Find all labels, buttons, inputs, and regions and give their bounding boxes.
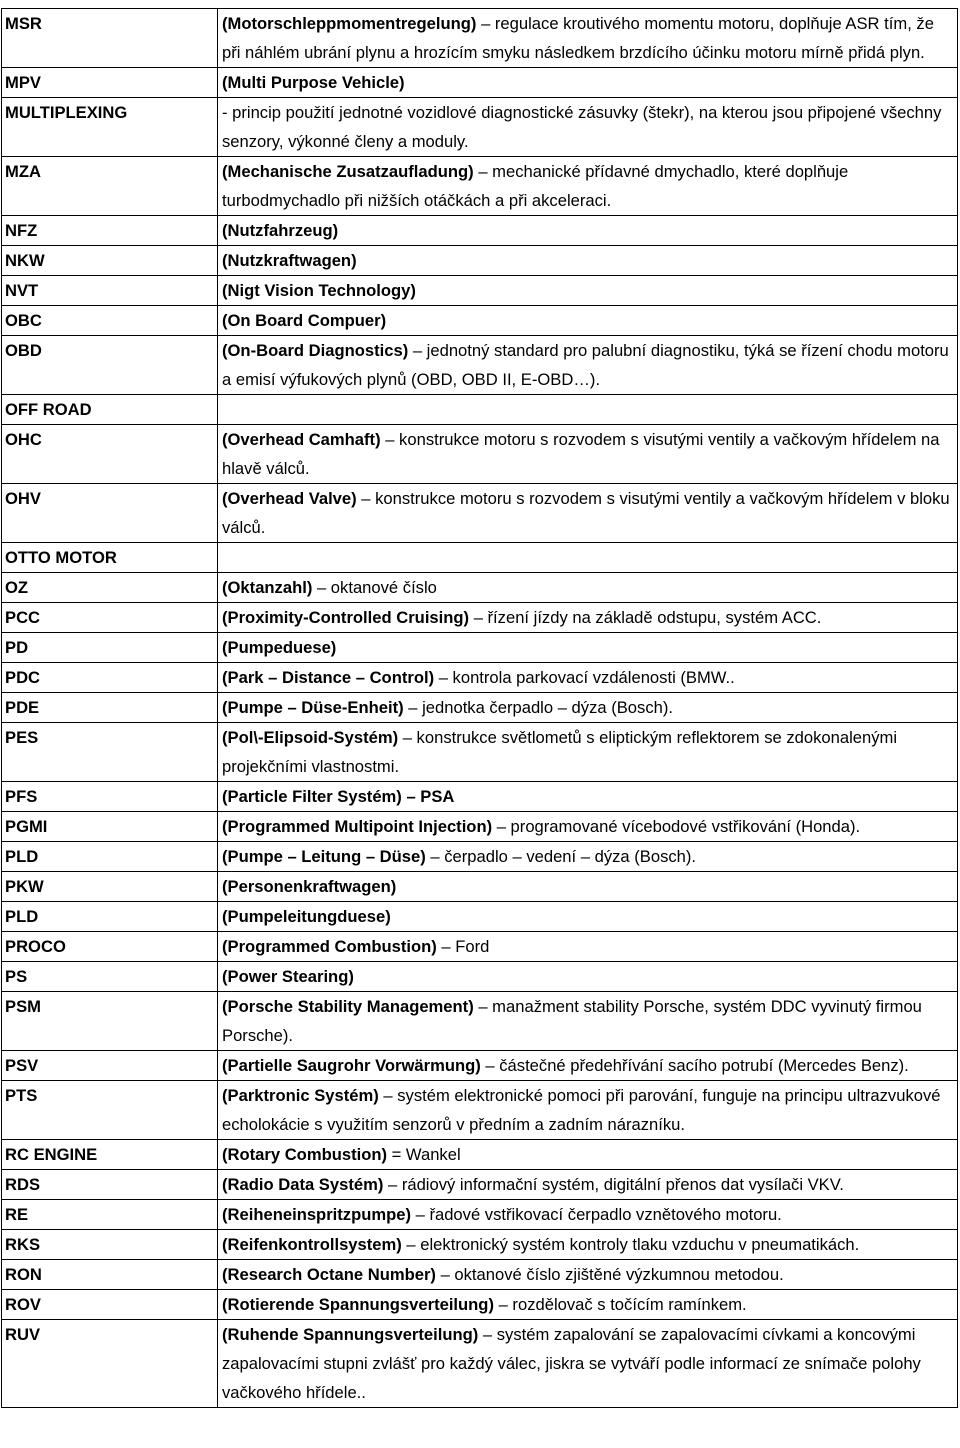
term-name: (Nutzfahrzeug) <box>222 221 339 240</box>
glossary-row <box>2 425 958 484</box>
abbreviation-cell: NKW <box>2 246 218 276</box>
term-name: (Programmed Multipoint Injection) <box>222 817 493 836</box>
abbreviation-cell: PSV <box>2 1051 218 1081</box>
glossary-row <box>2 1260 958 1290</box>
glossary-row <box>2 1200 958 1230</box>
definition-cell <box>218 9 958 68</box>
definition-cell <box>218 157 958 216</box>
glossary-row <box>2 782 958 812</box>
abbreviation-cell: PSM <box>2 992 218 1051</box>
glossary-row <box>2 842 958 872</box>
definition-cell <box>218 1051 958 1081</box>
abbreviation-cell: PD <box>2 633 218 663</box>
definition-cell <box>218 812 958 842</box>
term-name: (Power Stearing) <box>222 967 354 986</box>
definition-cell <box>218 543 958 573</box>
glossary-row <box>2 336 958 395</box>
definition-cell <box>218 246 958 276</box>
glossary-row <box>2 1230 958 1260</box>
glossary-row <box>2 246 958 276</box>
abbreviation-cell: RON <box>2 1260 218 1290</box>
term-name: (Ruhende Spannungsverteilung) <box>222 1325 479 1344</box>
definition-cell <box>218 216 958 246</box>
glossary-row <box>2 693 958 723</box>
term-name: (Research Octane Number) <box>222 1265 436 1284</box>
term-name: (Mechanische Zusatzaufladung) <box>222 162 474 181</box>
abbreviation-cell: MPV <box>2 68 218 98</box>
term-description: - princip použití jednotné vozidlové diagnostické zásuvky (štekr), na kterou jsou připojené všechny senzory, výkonné členy a moduly. <box>222 103 942 151</box>
term-name: (Nutzkraftwagen) <box>222 251 357 270</box>
glossary-row <box>2 395 958 425</box>
term-name: (Park – Distance – Control) <box>222 668 435 687</box>
term-name: (Radio Data Systém) <box>222 1175 384 1194</box>
abbreviation-cell: PES <box>2 723 218 782</box>
glossary-row <box>2 276 958 306</box>
glossary-row <box>2 543 958 573</box>
definition-cell <box>218 842 958 872</box>
abbreviation-cell: OFF ROAD <box>2 395 218 425</box>
term-name: (Reiheneinspritzpumpe) <box>222 1205 411 1224</box>
term-name: (Pol\-Elipsoid-Systém) <box>222 728 399 747</box>
term-description: – konstrukce motoru s rozvodem s visutými ventily a vačkovým hřídelem na hlavě válců. <box>222 430 940 478</box>
glossary-row <box>2 1081 958 1140</box>
glossary-row <box>2 573 958 603</box>
definition-cell <box>218 1230 958 1260</box>
abbreviation-cell: OHC <box>2 425 218 484</box>
abbreviation-cell: MULTIPLEXING <box>2 98 218 157</box>
term-description: – rádiový informační systém, digitální přenos dat vysílači VKV. <box>383 1175 844 1194</box>
definition-cell <box>218 1140 958 1170</box>
glossary-row <box>2 1170 958 1200</box>
definition-cell <box>218 1200 958 1230</box>
definition-cell <box>218 782 958 812</box>
term-name: (Motorschleppmomentregelung) <box>222 14 477 33</box>
definition-cell <box>218 1320 958 1408</box>
glossary-row <box>2 157 958 216</box>
glossary-row <box>2 992 958 1051</box>
glossary-row <box>2 962 958 992</box>
abbreviation-cell: OBC <box>2 306 218 336</box>
definition-cell <box>218 693 958 723</box>
term-description: – programované vícebodové vstřikování (Honda). <box>492 817 861 836</box>
term-description: – Ford <box>436 937 490 956</box>
term-description: – oktanové číslo zjištěné výzkumnou metodou. <box>435 1265 784 1284</box>
term-name: (Rotierende Spannungsverteilung) <box>222 1295 494 1314</box>
glossary-table <box>1 8 958 1408</box>
glossary-row <box>2 1051 958 1081</box>
term-description: – částečné předehřívání sacího potrubí (Mercedes Benz). <box>480 1056 909 1075</box>
definition-cell <box>218 962 958 992</box>
definition-cell <box>218 902 958 932</box>
abbreviation-cell: RDS <box>2 1170 218 1200</box>
abbreviation-cell: PKW <box>2 872 218 902</box>
term-name: (Overhead Valve) <box>222 489 357 508</box>
definition-cell <box>218 992 958 1051</box>
definition-cell <box>218 1170 958 1200</box>
definition-cell <box>218 425 958 484</box>
term-description: – jednotný standard pro palubní diagnostiku, týká se řízení chodu motoru a emisí výfukových plynů (OBD, OBD II, E-OBD…). <box>222 341 949 389</box>
term-name: (Pumpeduese) <box>222 638 337 657</box>
abbreviation-cell: NFZ <box>2 216 218 246</box>
abbreviation-cell: NVT <box>2 276 218 306</box>
term-description: – kontrola parkovací vzdálenosti (BMW.. <box>434 668 735 687</box>
definition-cell <box>218 68 958 98</box>
definition-cell <box>218 663 958 693</box>
term-description: – konstrukce světlometů s eliptickým reflektorem se zdokonalenými projekčními vlastnostmi. <box>222 728 898 776</box>
term-name: (Rotary Combustion) <box>222 1145 388 1164</box>
abbreviation-cell: MSR <box>2 9 218 68</box>
glossary-row <box>2 1290 958 1320</box>
term-name: (Nigt Vision Technology) <box>222 281 416 300</box>
abbreviation-cell: OBD <box>2 336 218 395</box>
abbreviation-cell: PDC <box>2 663 218 693</box>
abbreviation-cell: PDE <box>2 693 218 723</box>
term-name: (On Board Compuer) <box>222 311 387 330</box>
term-name: (Particle Filter Systém) – PSA <box>222 787 455 806</box>
term-name: (Parktronic Systém) <box>222 1086 379 1105</box>
glossary-row <box>2 663 958 693</box>
abbreviation-cell: PLD <box>2 842 218 872</box>
abbreviation-cell: RUV <box>2 1320 218 1408</box>
glossary-row <box>2 68 958 98</box>
term-name: (Programmed Combustion) <box>222 937 437 956</box>
abbreviation-cell: PS <box>2 962 218 992</box>
glossary-row <box>2 216 958 246</box>
term-description: – čerpadlo – vedení – dýza (Bosch). <box>425 847 697 866</box>
definition-cell <box>218 1290 958 1320</box>
glossary-row <box>2 902 958 932</box>
abbreviation-cell: PROCO <box>2 932 218 962</box>
glossary-row <box>2 9 958 68</box>
definition-cell <box>218 1260 958 1290</box>
term-name: (Proximity-Controlled Cruising) <box>222 608 470 627</box>
term-name: (Pumpeleitungduese) <box>222 907 391 926</box>
term-name: (Reifenkontrollsystem) <box>222 1235 402 1254</box>
term-name: (Pumpe – Düse-Enheit) <box>222 698 404 717</box>
glossary-row <box>2 484 958 543</box>
glossary-row <box>2 603 958 633</box>
term-name: (On-Board Diagnostics) <box>222 341 409 360</box>
definition-cell <box>218 723 958 782</box>
glossary-row <box>2 812 958 842</box>
definition-cell <box>218 395 958 425</box>
definition-cell <box>218 932 958 962</box>
definition-cell <box>218 336 958 395</box>
term-description: – řízení jízdy na základě odstupu, systém ACC. <box>469 608 822 627</box>
term-name: (Pumpe – Leitung – Düse) <box>222 847 426 866</box>
abbreviation-cell: ROV <box>2 1290 218 1320</box>
term-description: – rozdělovač s točícím ramínkem. <box>493 1295 747 1314</box>
glossary-row <box>2 723 958 782</box>
definition-cell <box>218 276 958 306</box>
glossary-row <box>2 306 958 336</box>
term-description: – oktanové číslo <box>312 578 437 597</box>
term-description: – regulace kroutivého momentu motoru, doplňuje ASR tím, že při náhlém ubrání plynu a hrozícím smyku následkem brzdícího účinku motoru mírně přidá plyn. <box>222 14 934 62</box>
abbreviation-cell: MZA <box>2 157 218 216</box>
abbreviation-cell: PLD <box>2 902 218 932</box>
term-name: (Oktanzahl) <box>222 578 313 597</box>
glossary-row <box>2 872 958 902</box>
term-name: (Partielle Saugrohr Vorwärmung) <box>222 1056 481 1075</box>
definition-cell <box>218 1081 958 1140</box>
glossary-row <box>2 1140 958 1170</box>
abbreviation-cell: RC ENGINE <box>2 1140 218 1170</box>
glossary-row <box>2 633 958 663</box>
glossary-row <box>2 932 958 962</box>
term-name: (Personenkraftwagen) <box>222 877 397 896</box>
abbreviation-cell: RKS <box>2 1230 218 1260</box>
term-description: – systém elektronické pomoci při parování, funguje na principu ultrazvukové echolokácie s využitím senzorů v předním a zadním nárazníku. <box>222 1086 941 1134</box>
abbreviation-cell: PGMI <box>2 812 218 842</box>
definition-cell <box>218 98 958 157</box>
definition-cell <box>218 484 958 543</box>
definition-cell <box>218 872 958 902</box>
term-description: – manažment stability Porsche, systém DDC vyvinutý firmou Porsche). <box>222 997 922 1045</box>
term-name: (Porsche Stability Management) <box>222 997 474 1016</box>
term-description: – systém zapalování se zapalovacími cívkami a koncovými zapalovacími stupni zvlášť pro každý válec, jiskra se vytváří podle informací ze snímače polohy vačkového hřídele.. <box>222 1325 921 1402</box>
definition-cell <box>218 603 958 633</box>
abbreviation-cell: OHV <box>2 484 218 543</box>
term-description: – mechanické přídavné dmychadlo, které doplňuje turbodmychadlo při nižších otáčkách a při akceleraci. <box>222 162 849 210</box>
definition-cell <box>218 633 958 663</box>
abbreviation-cell: RE <box>2 1200 218 1230</box>
term-description: – jednotka čerpadlo – dýza (Bosch). <box>403 698 673 717</box>
term-name: (Overhead Camhaft) <box>222 430 381 449</box>
abbreviation-cell: PFS <box>2 782 218 812</box>
definition-cell <box>218 573 958 603</box>
term-description: – řadové vstřikovací čerpadlo vznětového motoru. <box>411 1205 782 1224</box>
glossary-row <box>2 1320 958 1408</box>
term-description: – konstrukce motoru s rozvodem s visutými ventily a vačkovým hřídelem v bloku válců. <box>222 489 950 537</box>
term-description: – elektronický systém kontroly tlaku vzduchu v pneumatikách. <box>401 1235 860 1254</box>
abbreviation-cell: OZ <box>2 573 218 603</box>
abbreviation-cell: OTTO MOTOR <box>2 543 218 573</box>
glossary-body <box>2 9 958 1408</box>
term-description: = Wankel <box>387 1145 461 1164</box>
abbreviation-cell: PTS <box>2 1081 218 1140</box>
term-name: (Multi Purpose Vehicle) <box>222 73 405 92</box>
abbreviation-cell: PCC <box>2 603 218 633</box>
glossary-row <box>2 98 958 157</box>
definition-cell <box>218 306 958 336</box>
